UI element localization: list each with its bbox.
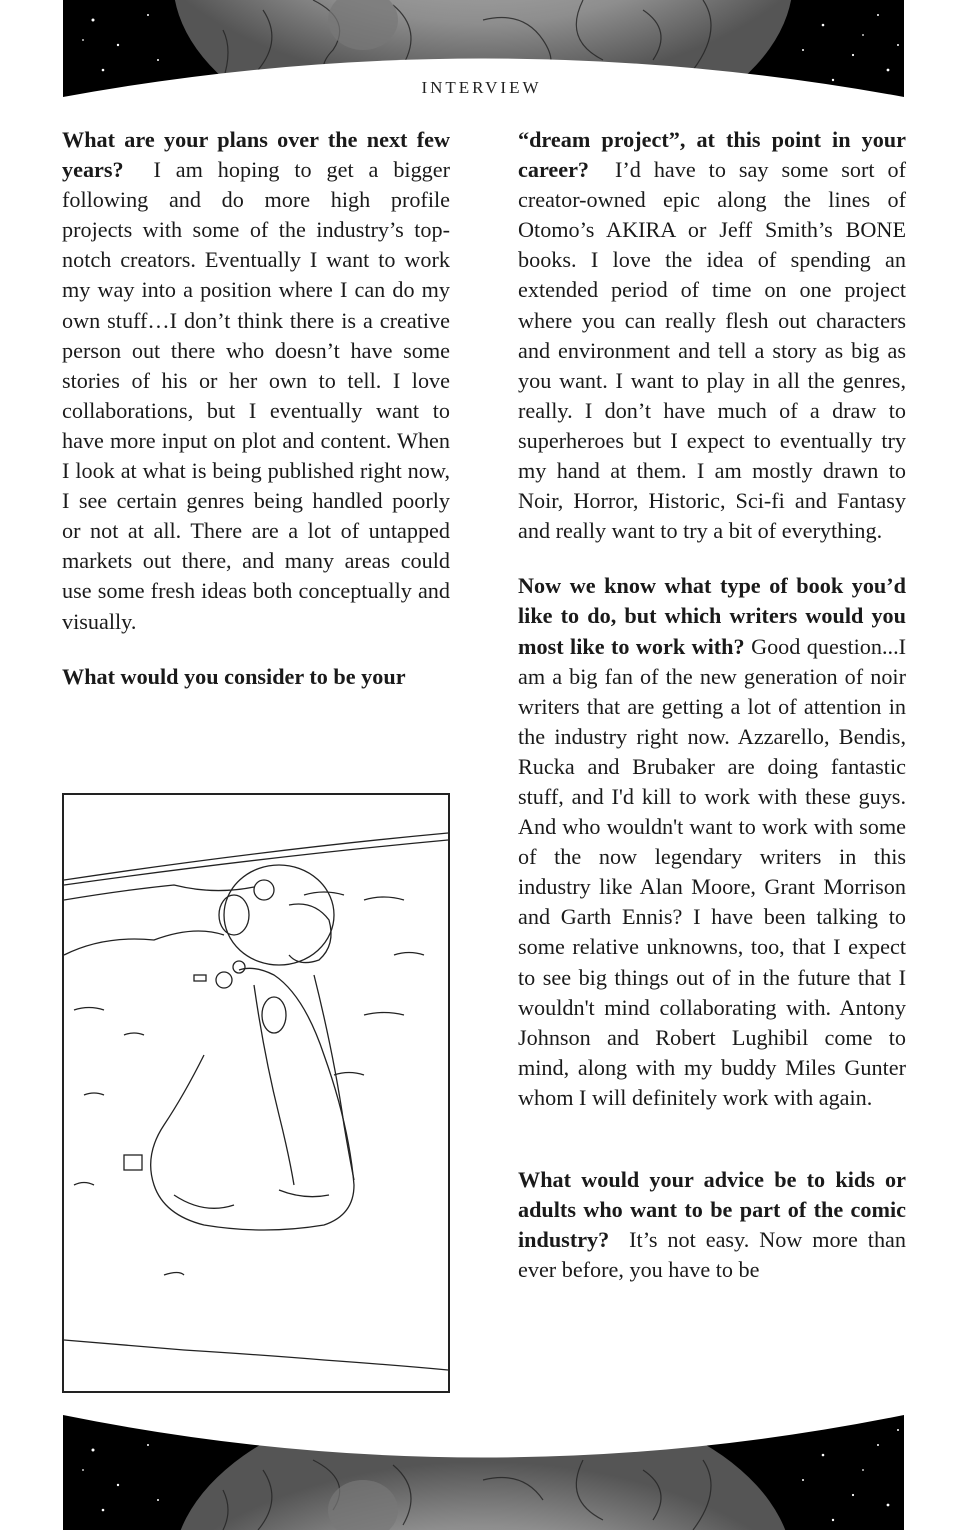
section-label-interview: INTERVIEW bbox=[421, 78, 542, 97]
question-text: What would your advice be to kids or adults who want to be part of the comic industry? bbox=[518, 1167, 906, 1253]
right-text-column bbox=[518, 125, 906, 1285]
answer-text: I am hoping to get a bigger following and do more high profile projects with some of the industry’s top-notch creators. Eventually I want to work my way into a position where I can do my own stuff…I don’t think there is a creative person out there who doesn’t have some stories of his or her own to tell. I love collaborations, but I eventually want to have more input on plot and content. When I look at what is being published right now, I see certain genres being handled poorly or not at all. There are a lot of untapped markets out there, and many areas could use some fresh ideas both conceptually and visually. bbox=[62, 157, 450, 634]
question-text: Now we know what type of book you’d like to do, but which writers would you most like to work with? bbox=[518, 573, 906, 659]
left-text-column bbox=[62, 125, 450, 692]
question-text: What would you consider to be your bbox=[62, 663, 406, 689]
footer-banner-image bbox=[63, 1410, 904, 1530]
qa-block bbox=[62, 662, 450, 692]
answer-text: I’d have to say some sort of creator-owned epic along the lines of Otomo’s AKIRA or Jeff Smith’s BONE books. I love the idea of spending an extended period of time on one project where you can really flesh out characters and environment and tell a story as big as you want. I want to play in all the genres, really. I don’t have much of a draw to superheroes but I expect to eventually try my hand at them. I am mostly drawn to Noir, Horror, Historic, Sci-fi and Fantasy and really want to try a bit of everything. bbox=[518, 157, 907, 544]
answer-text: Good question...I am a big fan of the new generation of noir writers that are getting a lot of attention in the industry right now. Azzarello, Bendis, Rucka and Brubaker are doing fantastic stuff, and I'd kill to work with these guys. And who wouldn't want to work with some of the now legendary writers in this industry like Alan Moore, Grant Morrison and Garth Ennis? I have been talking to some relative unknowns, too, that I expect to see big things out of in the future that I wouldn't mind collaborating with. Antony Johnson and Robert Lughibil come to mind, along with my buddy Miles Gunter whom I will definitely work with again. bbox=[518, 633, 907, 1110]
comic-illustration-panel bbox=[62, 793, 450, 1393]
answer-text: It’s not easy. Now more than ever before, you have to be bbox=[518, 1227, 906, 1283]
qa-block bbox=[62, 125, 450, 637]
question-text: “dream project”, at this point in your career? bbox=[518, 127, 906, 183]
planet-starfield-icon bbox=[63, 1410, 904, 1530]
chimpanzee-illustration-icon bbox=[64, 795, 448, 1391]
qa-block bbox=[518, 571, 906, 1113]
qa-block bbox=[518, 125, 906, 546]
question-text: What are your plans over the next few years? bbox=[62, 127, 450, 183]
qa-block bbox=[518, 1165, 906, 1285]
